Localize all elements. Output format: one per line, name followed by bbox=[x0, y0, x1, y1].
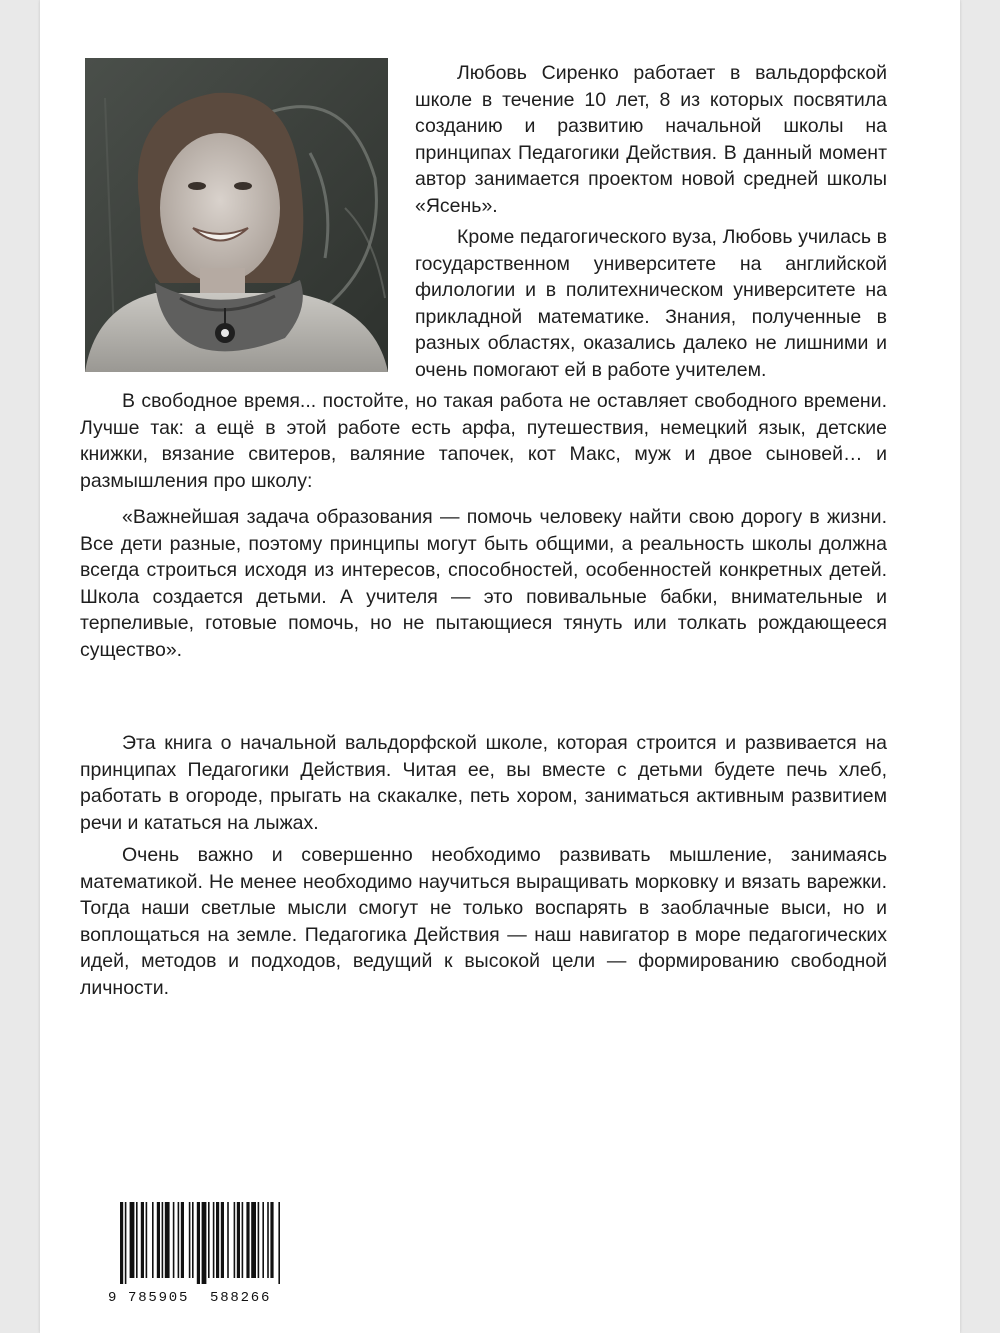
barcode-bar bbox=[120, 1202, 123, 1284]
barcode-bar bbox=[157, 1202, 160, 1278]
isbn-barcode bbox=[108, 1198, 293, 1310]
barcode-bar bbox=[258, 1202, 260, 1278]
barcode-bar bbox=[213, 1202, 215, 1278]
barcode-bar bbox=[246, 1202, 249, 1278]
barcode-bar bbox=[251, 1202, 256, 1278]
author-quote: «Важнейшая задача образования — помочь человеку найти свою дорогу в жизни. Все дети разные, поэтому принципы могут быть общими, а реальность школы должна всегда строиться исходя из интересов, способностей, особенностей конкретных детей. Школа создается детьми. А учителя — это повивальные бабки, внимательные и терпеливые, готовые помочь, но не пытающиеся тянуть или толкать рождающееся существо». bbox=[80, 506, 887, 661]
barcode-bar bbox=[270, 1202, 273, 1278]
barcode-bar bbox=[125, 1202, 127, 1284]
barcode-bar bbox=[146, 1202, 148, 1278]
isbn-digits-left: 785905 bbox=[128, 1290, 190, 1306]
barcode-bar bbox=[178, 1202, 180, 1278]
barcode-bar bbox=[197, 1202, 200, 1284]
isbn-digits-right: 588266 bbox=[210, 1290, 272, 1306]
barcode-bar bbox=[216, 1202, 219, 1278]
barcode-bar bbox=[237, 1202, 240, 1278]
barcode-bar bbox=[165, 1202, 170, 1278]
book-description-paragraph-2: Очень важно и совершенно необходимо развивать мышление, занимаясь математикой. Не менее необходимо научиться выращивать морковку и вязать варежки. Тогда наши светлые мысли смогут не только воспарять в заоблачные выси, но и воплощаться на земле. Педагогика Действия — наш навигатор в море педагогических идей, методов и подходов, ведущий к высокой цели — формированию свободной личности. bbox=[80, 844, 887, 999]
author-bio-paragraph-1: Любовь Сиренко работает в вальдорфской школе в течение 10 лет, 8 из которых посвятила созданию и развитию начальной школы на принципах Педагогики Действия. В данный момент автор занимается проектом новой средней школы «Ясень». bbox=[415, 62, 887, 217]
barcode-bar bbox=[189, 1202, 191, 1278]
barcode-bar bbox=[192, 1202, 194, 1278]
barcode-bar bbox=[267, 1202, 269, 1278]
barcode-bars bbox=[108, 1198, 293, 1284]
barcode-bar bbox=[202, 1202, 207, 1284]
barcode-bar bbox=[136, 1202, 138, 1278]
barcode-bar bbox=[242, 1202, 244, 1278]
barcode-bar bbox=[227, 1202, 229, 1278]
author-bio-paragraph-3: В свободное время... постойте, но такая работа не оставляет свободного времени. Лучше так: а ещё в этой работе есть арфа, путешествия, немецкий язык, детские книжки, вязание свитеров, валяние тапочек, кот Макс, муж и двое сыновей… и размышления про школу: bbox=[80, 390, 887, 492]
author-bio-paragraph-2: Кроме педагогического вуза, Любовь училась в государственном университете на английской филологии и в политехническом университете на прикладной математике. Знания, полученные в разных областях, оказались далеко не лишними и очень помогают ей в работе учителем. bbox=[415, 226, 887, 381]
barcode-bar bbox=[262, 1202, 264, 1278]
barcode-bar bbox=[173, 1202, 175, 1278]
isbn-first-digit: 9 bbox=[108, 1290, 117, 1306]
barcode-bar bbox=[278, 1202, 280, 1284]
barcode-bar bbox=[208, 1202, 210, 1278]
barcode-bar bbox=[152, 1202, 154, 1278]
isbn-digits bbox=[108, 1290, 293, 1306]
book-description-paragraph-1: Эта книга о начальной вальдорфской школе, которая строится и развивается на принципах Педагогики Действия. Читая ее, вы вместе с детьми будете печь хлеб, работать в огороде, прыгать на скакалке, петь хором, заниматься активным развитием речи и кататься на лыжах. bbox=[80, 732, 887, 834]
barcode-bar bbox=[221, 1202, 224, 1278]
barcode-bar bbox=[181, 1202, 184, 1278]
barcode-bar bbox=[141, 1202, 144, 1278]
barcode-bar bbox=[234, 1202, 236, 1278]
author-photo bbox=[85, 58, 388, 372]
barcode-bar bbox=[130, 1202, 135, 1278]
barcode-bar bbox=[162, 1202, 164, 1278]
